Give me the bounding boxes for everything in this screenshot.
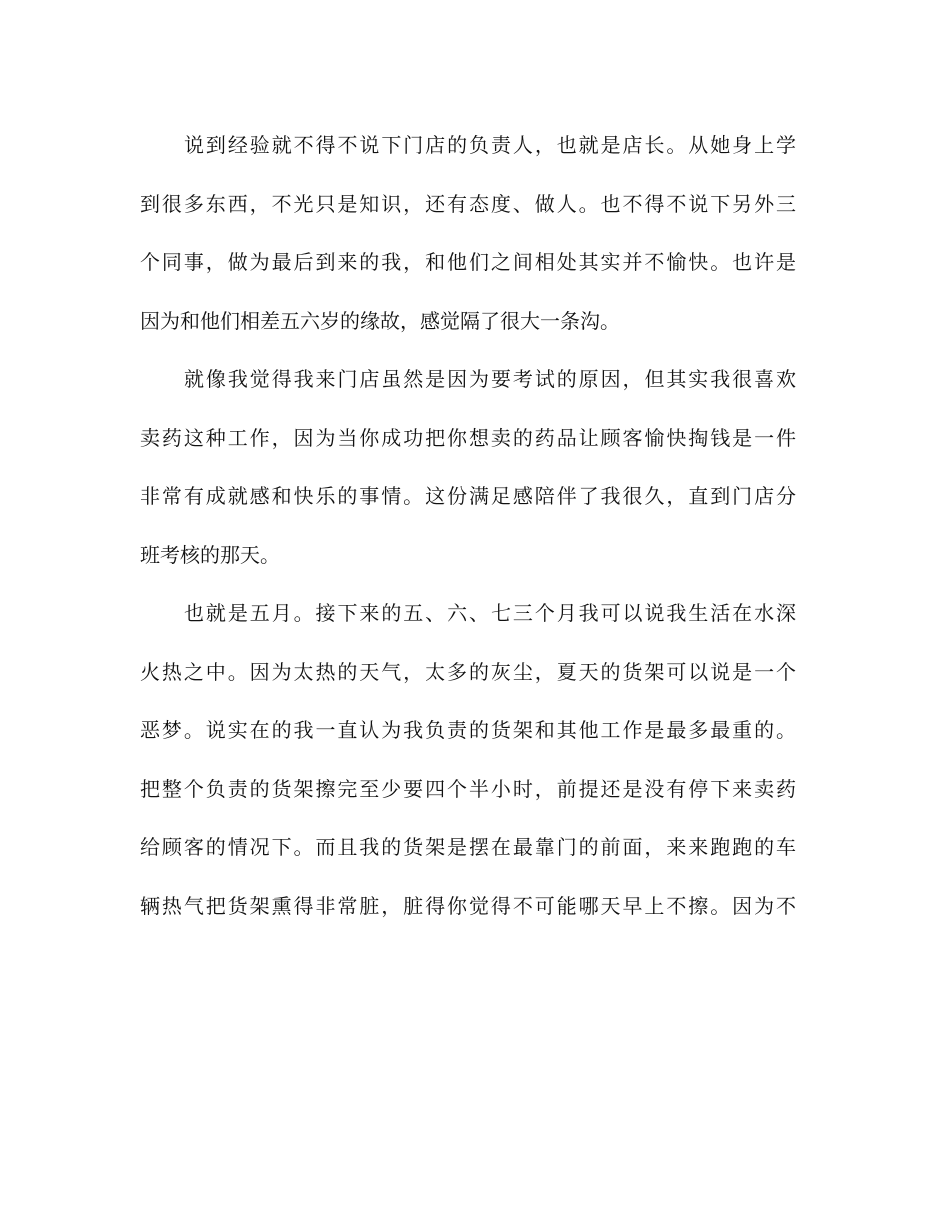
- paragraph-1: [140, 116, 796, 350]
- text-line: 也就是五月。接下来的五、六、七三个月我可以说我生活在水深: [184, 601, 796, 625]
- text-line: 就像我觉得我来门店虽然是因为要考试的原因，但其实我很喜欢: [184, 367, 796, 391]
- text-line: 恶梦。说实在的我一直认为我负责的货架和其他工作是最多最重的。: [140, 718, 796, 742]
- text-line: 因为和他们相差五六岁的缘故，感觉隔了很大一条沟。: [140, 308, 620, 333]
- text-line: 把整个负责的货架擦完至少要四个半小时，前提还是没有停下来卖药: [140, 776, 796, 801]
- text-line: 说到经验就不得不说下门店的负责人，也就是店长。从她身上学: [184, 133, 796, 157]
- text-line: 非常有成就感和快乐的事情。这份满足感陪伴了我很久，直到门店分: [140, 484, 796, 508]
- text-line: 班考核的那天。: [140, 542, 280, 567]
- text-line: 到很多东西，不光只是知识，还有态度、做人。也不得不说下另外三: [140, 191, 796, 216]
- body-text: [140, 116, 796, 935]
- text-line: 给顾客的情况下。而且我的货架是摆在最靠门的前面，来来跑跑的车: [140, 835, 796, 859]
- paragraph-2: [140, 350, 796, 584]
- text-line: 个同事，做为最后到来的我，和他们之间相处其实并不愉快。也许是: [140, 250, 796, 274]
- text-line: 火热之中。因为太热的天气，太多的灰尘，夏天的货架可以说是一个: [140, 659, 796, 684]
- text-line: 卖药这种工作，因为当你成功把你想卖的药品让顾客愉快掏钱是一件: [140, 425, 796, 450]
- paragraph-3: [140, 584, 796, 935]
- text-line: 辆热气把货架熏得非常脏，脏得你觉得不可能哪天早上不擦。因为不: [140, 893, 796, 918]
